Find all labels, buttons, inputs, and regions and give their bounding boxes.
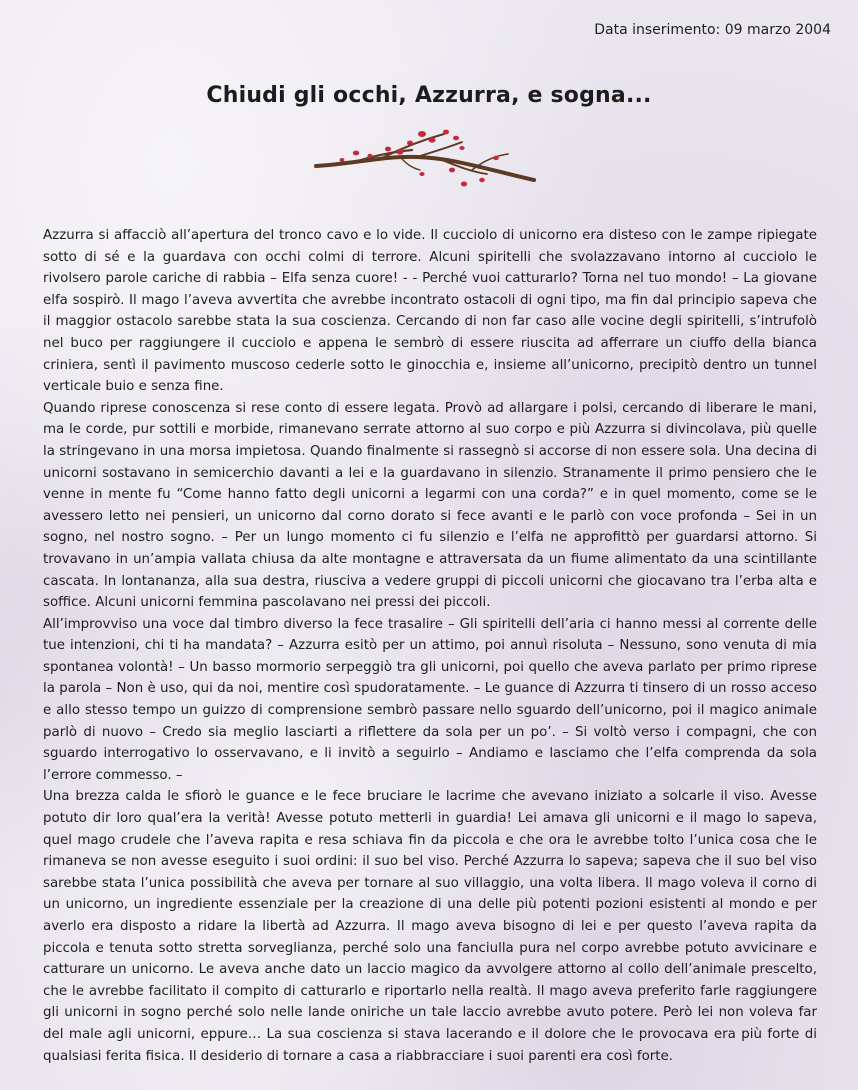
story-paragraph: Una brezza calda le sfiorò le guance e le fece bruciare le lacrime che avevano iniziato a solcarle il viso. Avesse potuto dir loro qual’era la verità! Avesse potuto metterli in guardia! Lei amava gli unicorni e il mago lo sapeva, quel mago crudele che l’aveva rapita e resa schiava fin da piccola e che ora le avrebbe tolto l’unica cosa che le rimaneva se non avesse eseguito i suoi ordini: il suo bel viso. Perché Azzurra lo sapeva; sapeva che il suo bel viso sarebbe stata l’unica possibilità che aveva per tornare al suo villaggio, una volta libera. Il mago voleva il corno di un unicorno, un ingrediente essenziale per la creazione di una delle più potenti pozioni esistenti al mondo e per averlo era disposto a ridare la libertà ad Azzurra. Il mago aveva bisogno di lei e per questo l’aveva rapita da piccola e tenuta sotto stretta sorveglianza, perché solo una fanciulla pura nel corpo avrebbe potuto avvicinare e catturare un unicorno. Le aveva anche dato un laccio magico da avvolgere attorno al collo dell’animale prescelto, che le avrebbe facilitato il compito di catturarlo e riportarlo nella realtà. Il mago aveva preferito farle raggiungere gli unicorni in sogno perché solo nelle lande oniriche un tale laccio avrebbe avuto potere. Però lei non voleva far del male agli unicorni, eppure… La sua coscienza si stava lacerando e il dolore che le provocava era più forte di qualsiasi ferita fisica. Il desiderio di tornare a casa a riabbracciare i suoi parenti era così forte.: [43, 789, 817, 1064]
insertion-date: Data inserimento: 09 marzo 2004: [594, 22, 831, 38]
story-title: Chiudi gli occhi, Azzurra, e sogna...: [206, 82, 652, 108]
story-paragraph: Quando riprese conoscenza si rese conto di essere legata. Provò ad allargare i polsi, cercando di liberare le mani, ma le corde, pur sottili e morbide, rimanevano serrate attorno al suo corpo e più Azzurra si divincolava, più quelle la stringevano in una morsa impietosa. Quando finalmente si rassegnò si accorse di non essere sola. Una decina di unicorni sostavano in semicerchio davanti a lei e la guardavano in silenzio. Stranamente il primo pensiero che le venne in mente fu “Come hanno fatto degli unicorni a legarmi con una corda?” e in quel momento, come se le avessero letto nei pensieri, un unicorno dal corno dorato si fece avanti e le parlò con voce profonda – Sei in un sogno, nel nostro sogno. – Per un lungo momento ci fu silenzio e l’elfa ne approfittò per guardarsi attorno. Si trovavano in un’ampia vallata chiusa da alte montagne e attraversata da un fiume alimentato da una scintillante cascata. In lontananza, alla sua destra, riusciva a vedere gruppi di piccoli unicorni che giocavano tra l’erba alta e soffice. Alcuni unicorni femmina pascolavano nei pressi dei piccoli.: [43, 400, 817, 611]
story-paragraph: All’improvviso una voce dal timbro diverso la fece trasalire – Gli spiritelli dell’aria ci hanno messi al corrente delle tue intenzioni, chi ti ha mandata? – Azzurra esitò per un attimo, poi annuì risoluta – Nessuno, sono venuta di mia spontanea volontà! – Un basso mormorio serpeggiò tra gli unicorni, poi quello che aveva parlato per primo riprese la parola – Non è uso, qui da noi, mentire così spudoratamente. – Le guance di Azzurra ti tinsero di un rosso acceso e allo stesso tempo un guizzo di comprensione sembrò passare nello sguardo dell’unicorno, poi il magico animale parlò di nuovo – Credo sia meglio lasciarti a riflettere da sola per un po’. – Si voltò verso i compagni, che con sguardo interrogativo lo osservavano, e li invitò a seguirlo – Andiamo e lasciamo che l’elfa comprenda da sola l’errore commesso. –: [43, 616, 817, 783]
story-body: [43, 225, 817, 1067]
story-paragraph: Azzurra si affacciò all’apertura del tronco cavo e lo vide. Il cucciolo di unicorno era disteso con le zampe ripiegate sotto di sé e la guardava con occhi colmi di terrore. Alcuni spiritelli che svolazzavano intorno al cucciolo le rivolsero parole cariche di rabbia – Elfa senza cuore! - - Perché vuoi catturarlo? Torna nel tuo mondo! – La giovane elfa sospirò. Il mago l’aveva avvertita che avrebbe incontrato ostacoli di ogni tipo, ma fin dal principio sapeva che il maggior ostacolo sarebbe stata la sua coscienza. Cercando di non far caso alle vocine degli spiritelli, s’intrufolò nel buco per raggiungere il cucciolo e appena le sembrò di essere riuscita ad afferrare un ciuffo della bianca criniera, sentì il pavimento muscoso cederle sotto le ginocchia e, insieme all’unicorno, precipitò dentro un tunnel verticale buio e senza fine.: [43, 228, 817, 395]
flowering-branch-icon: [312, 126, 538, 196]
